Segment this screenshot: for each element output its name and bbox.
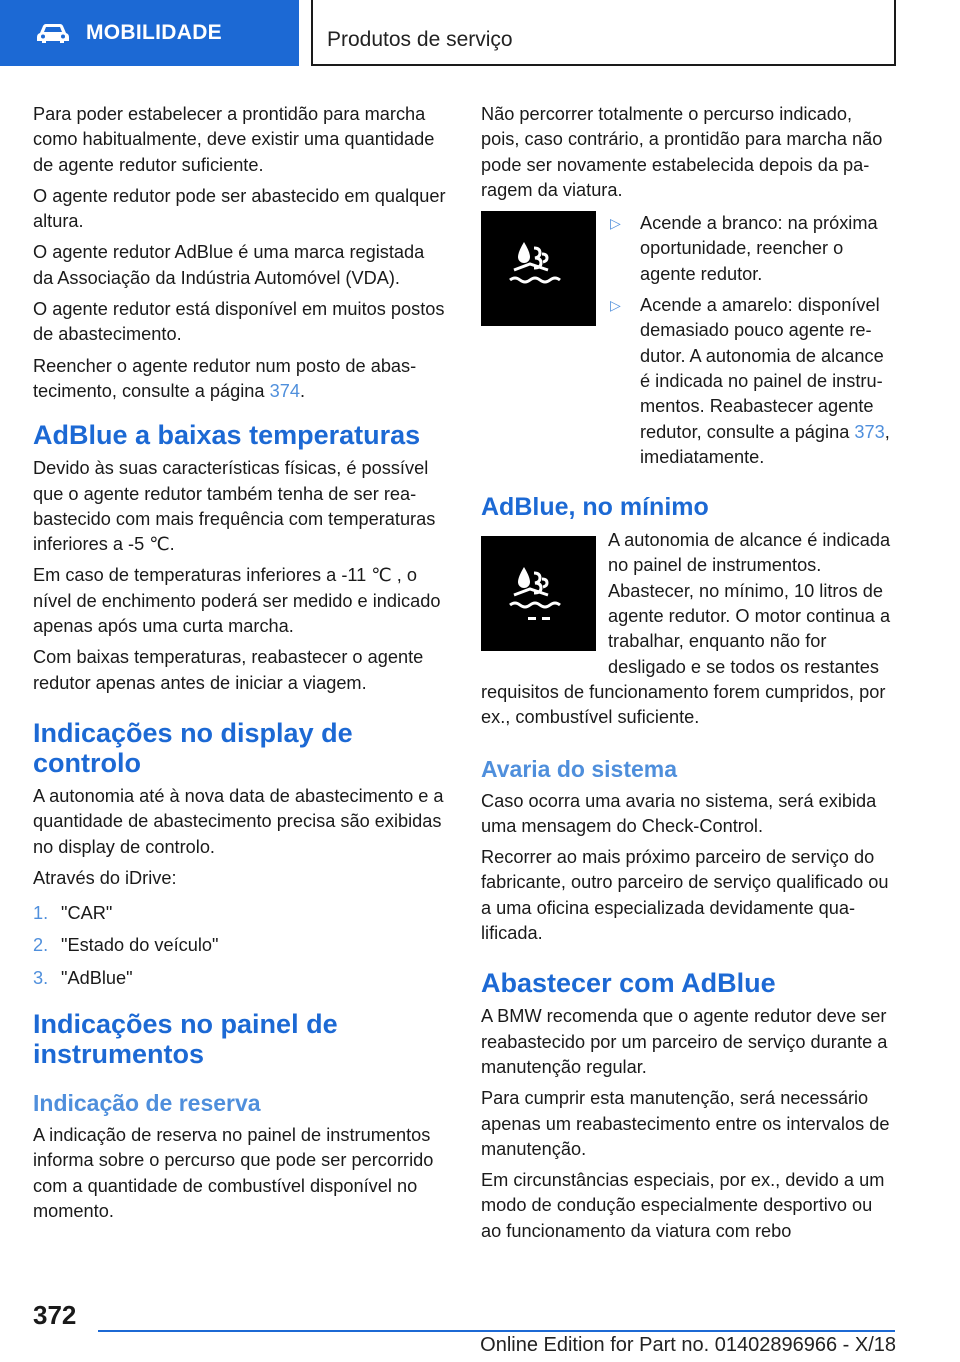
chapter-title: Produtos de serviço xyxy=(327,28,513,51)
right-column xyxy=(481,102,895,1250)
triangle-bullet-icon: ▷ xyxy=(610,297,621,314)
paragraph: A autonomia até à nova data de abastecimento e a quantidade de abastecimento precisa são exibidas no display de controlo. xyxy=(33,785,444,857)
paragraph: Caso ocorra uma avaria no sistema, será exibida uma mensagem do Check-Control. xyxy=(481,790,877,836)
paragraph: A autonomia de alcance é indicada no painel de instrumentos. Abastecer, no mínimo, 10 litros de agente redutor. O motor continua a trabalhar, enquanto não for desligado e se todos os restantes requisitos de funcionamento forem cumpridos, por ex., combustível suficiente. xyxy=(481,530,891,728)
idrive-steps xyxy=(33,901,449,991)
paragraph: Recorrer ao mais próximo parceiro de serviço do fabricante, outro parceiro de serviço qualificado ou a uma oficina especializada devidamente qualificada. xyxy=(481,847,889,944)
paragraph: Com baixas temperaturas, reabastecer o agente redutor apenas antes de iniciar a viagem. xyxy=(33,647,424,693)
minimum-block xyxy=(481,528,895,730)
paragraph: O agente redutor está disponível em muitos postos de abastecimento. xyxy=(33,299,445,345)
paragraph: Através do iDrive: xyxy=(33,867,177,888)
paragraph: Em circunstâncias especiais, por ex., devido a um modo de condução especialmente desportivo ou ao funcionamento da viatura com rebo xyxy=(481,1170,885,1241)
left-column xyxy=(33,102,449,1230)
list-item: 3. "AdBlue" xyxy=(33,967,133,988)
heading-instrument-panel: Indicações no painel de instrumentos xyxy=(33,1009,338,1070)
heading-control-display: Indicações no display de controlo xyxy=(33,717,353,778)
edition-info: Online Edition for Part no. 01402896966 - X/18 xyxy=(480,1334,896,1356)
paragraph: Para poder estabelecer a prontidão para marcha como habitualmente, deve existir uma quantidade de agente redutor suficiente. xyxy=(33,104,435,175)
page-link-374[interactable]: 374 xyxy=(269,380,300,401)
paragraph: O agente redutor AdBlue é uma marca registada da Associação da Indústria Automóvel (VDA). xyxy=(33,242,425,288)
paragraph: A indicação de reserva no painel de instrumentos informa sobre o percurso que pode ser percorrido com a quantidade de combustível disponível no momento. xyxy=(33,1125,434,1221)
paragraph: O agente redutor pode ser abastecido em qualquer altura. xyxy=(33,185,446,232)
page-number: 372 xyxy=(33,1300,77,1330)
indicator-list xyxy=(606,211,895,476)
footer-divider xyxy=(98,1330,895,1332)
paragraph: Não percorrer totalmente o percurso indicado, pois, caso contrário, a prontidão para marcha não pode ser novamente estabelecida depois da paragem da viatura. xyxy=(481,104,883,200)
list-item: ▷ Acende a amarelo: disponível demasiado pouco agente redutor. A autonomia de alcance é indicada no painel de instrumentos. Reabastecer agente redutor, consulte a página 373, imediatamente. xyxy=(606,293,895,470)
heading-cold-temperatures: AdBlue a baixas temperaturas xyxy=(33,420,421,451)
car-icon xyxy=(36,22,70,44)
paragraph: Para cumprir esta manutenção, será necessário apenas um reabastecimento entre os intervalos de manutenção. xyxy=(481,1088,890,1159)
paragraph: Reencher o agente redutor num posto de abastecimento, consulte a página 374. xyxy=(33,355,417,401)
heading-refill: Abastecer com AdBlue xyxy=(481,968,776,999)
heading-adblue-minimum: AdBlue, no mínimo xyxy=(481,493,709,522)
paragraph: A BMW recomenda que o agente redutor deve ser reabastecido por um parceiro de serviço durante a manutenção regular. xyxy=(481,1006,888,1077)
paragraph: Em caso de temperaturas inferiores a -11 ℃ , o nível de enchimento poderá ser medido e indicado apenas após uma curta marcha. xyxy=(33,565,441,637)
adblue-warning-icon xyxy=(481,211,596,326)
indicator-block xyxy=(481,211,895,476)
section-tab[interactable] xyxy=(0,0,299,66)
heading-reserve: Indicação de reserva xyxy=(33,1090,261,1117)
section-label: MOBILIDADE xyxy=(86,21,222,44)
list-item: 1. "CAR" xyxy=(33,903,113,924)
adblue-minimum-icon xyxy=(481,536,596,651)
paragraph: Devido às suas características físicas, é possível que o agente redutor também tenha de ser reabastecido com mais frequência com temperaturas inferiores a -5 ℃. xyxy=(33,458,436,555)
page-link-373[interactable]: 373 xyxy=(854,421,885,442)
heading-system-fault: Avaria do sistema xyxy=(481,755,678,782)
chapter-header xyxy=(311,0,896,66)
list-item: 2. "Estado do veículo" xyxy=(33,935,219,956)
list-item: ▷ Acende a branco: na próxima oportunidade, reencher o agente redutor. xyxy=(606,211,895,287)
triangle-bullet-icon: ▷ xyxy=(610,215,621,232)
